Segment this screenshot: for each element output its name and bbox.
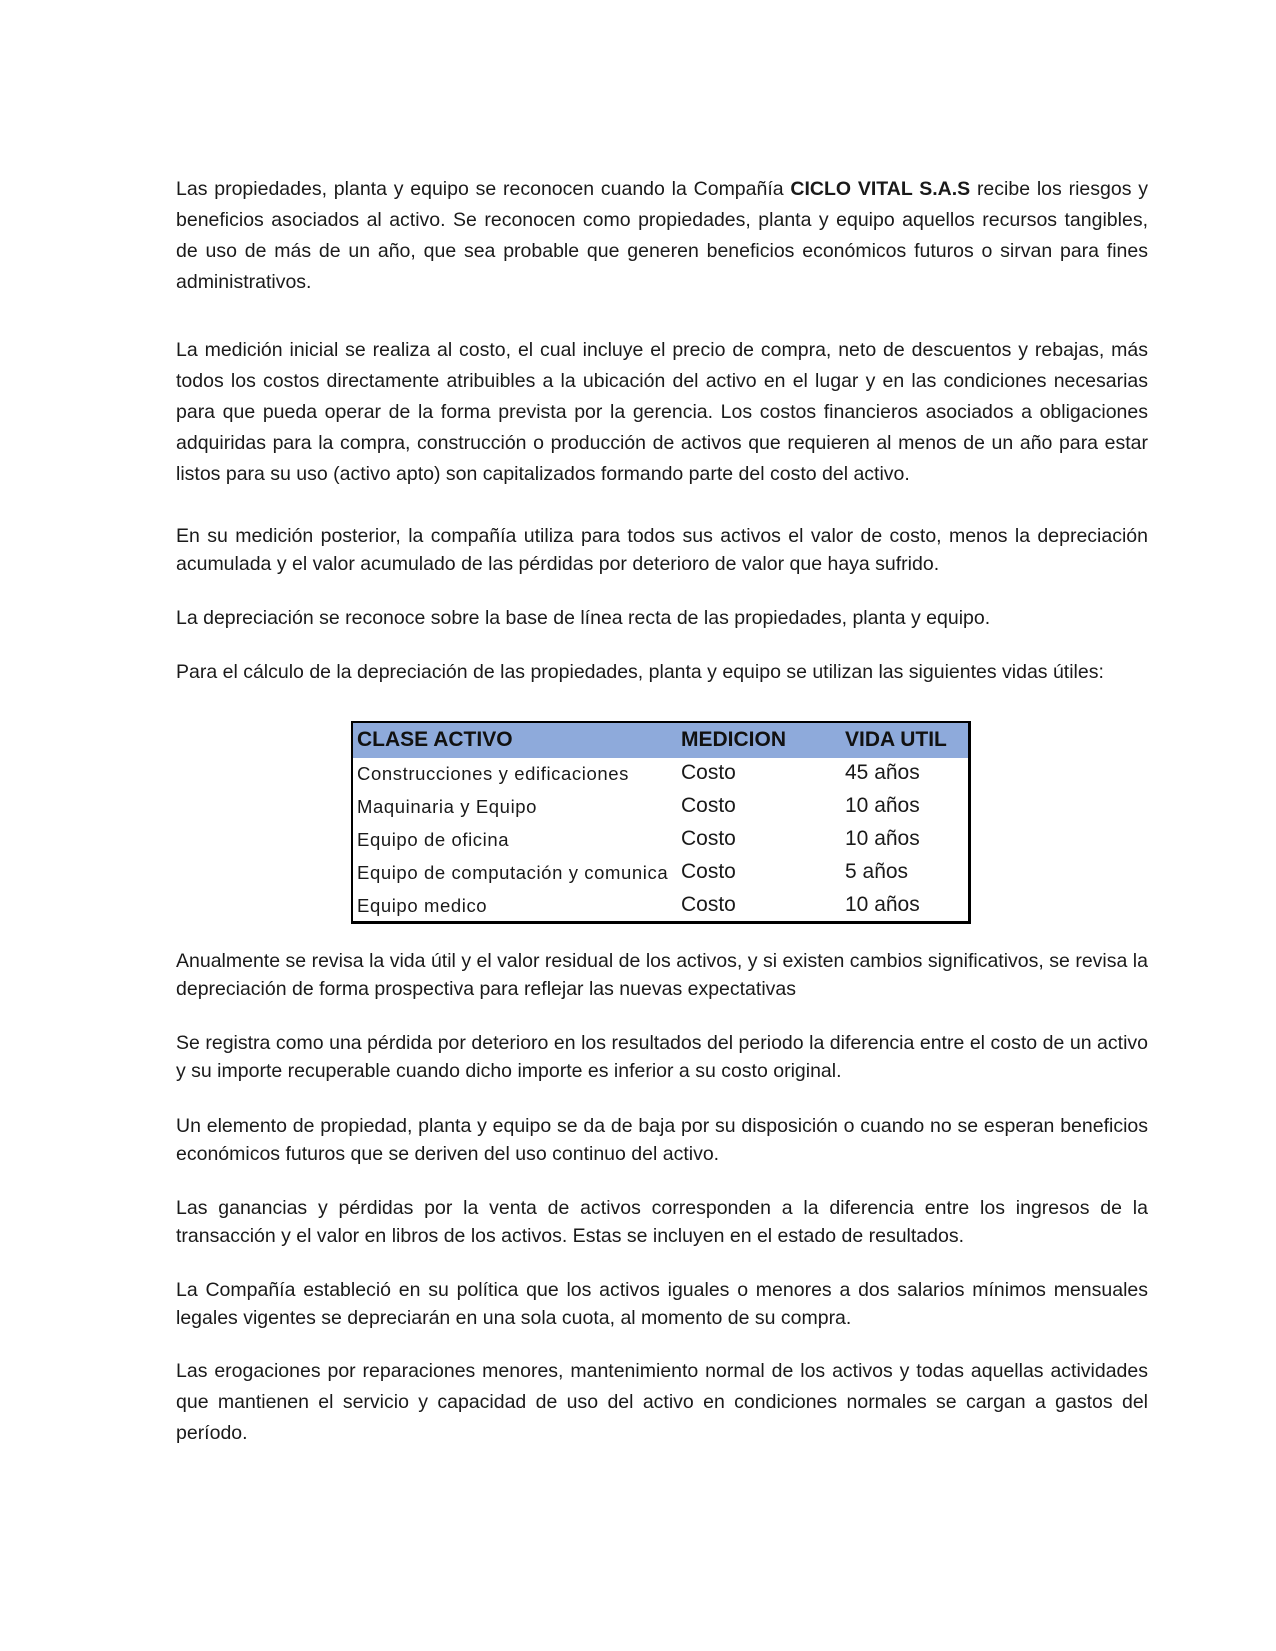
- paragraph-useful-lives-intro: Para el cálculo de la depreciación de las propiedades, planta y equipo se utilizan las siguientes vidas útiles:: [176, 661, 1104, 683]
- paragraph-annual-review: Anualmente se revisa la vida útil y el valor residual de los activos, y si existen cambios significativos, se revisa la depreciación de forma prospectiva para reflejar las nuevas expectativas: [176, 950, 1148, 1000]
- measurement-cell: Costo: [681, 860, 736, 883]
- useful-life-cell: 45 años: [845, 761, 920, 784]
- useful-life-cell: 5 años: [845, 860, 909, 883]
- table-row: [353, 856, 968, 889]
- paragraph-gains-losses: Las ganancias y pérdidas por la venta de activos corresponden a la diferencia entre los ingresos de la transacción y el valor en libros de los activos. Estas se incluyen en el estado de resultados.: [176, 1197, 1148, 1247]
- header-clase-activo: CLASE ACTIVO: [357, 728, 513, 751]
- paragraph-subsequent-measurement: En su medición posterior, la compañía utiliza para todos sus activos el valor de costo, menos la depreciación acumulada y el valor acumulado de las pérdidas por deterioro de valor que haya sufrido.: [176, 525, 1148, 575]
- asset-class-cell: Equipo medico: [357, 895, 488, 916]
- measurement-cell: Costo: [681, 794, 736, 817]
- company-name: CICLO VITAL S.A.S: [790, 178, 971, 200]
- paragraph-depreciation-method: La depreciación se reconoce sobre la base de línea recta de las propiedades, planta y equipo.: [176, 607, 991, 629]
- table-row: [353, 790, 968, 823]
- useful-lives-table: [351, 721, 971, 924]
- useful-life-cell: 10 años: [845, 794, 920, 817]
- paragraph-policy-threshold: La Compañía estableció en su política que los activos iguales o menores a dos salarios mínimos mensuales legales vigentes se depreciarán en una sola cuota, al momento de su compra.: [176, 1279, 1148, 1329]
- asset-class-cell: Construcciones y edificaciones: [357, 763, 629, 784]
- useful-life-cell: 10 años: [845, 893, 920, 916]
- paragraph-impairment: Se registra como una pérdida por deterioro en los resultados del periodo la diferencia entre el costo de un activo y su importe recuperable cuando dicho importe es inferior a su costo original.: [176, 1032, 1148, 1082]
- header-vida-util: VIDA UTIL: [845, 728, 947, 751]
- asset-class-cell: Equipo de oficina: [357, 829, 510, 850]
- table-header-row: [353, 723, 968, 758]
- table-row: [353, 889, 968, 922]
- paragraph-initial-measurement: La medición inicial se realiza al costo, el cual incluye el precio de compra, neto de descuentos y rebajas, más todos los costos directamente atribuibles a la ubicación del activo en el lugar y en las condiciones necesarias para que pueda operar de la forma prevista por la gerencia. Los costos financieros asociados a obligaciones adquiridas para la compra, construcción o producción de activos que requieren al menos de un año para estar listos para su uso (activo apto) son capitalizados formando parte del costo del activo.: [176, 339, 1148, 485]
- paragraph-repairs: Las erogaciones por reparaciones menores, mantenimiento normal de los activos y todas aquellas actividades que mantienen el servicio y capacidad de uso del activo en condiciones normales se cargan a gastos del período.: [176, 1360, 1148, 1444]
- measurement-cell: Costo: [681, 761, 736, 784]
- paragraph-derecognition: Un elemento de propiedad, planta y equipo se da de baja por su disposición o cuando no se esperan beneficios económicos futuros que se deriven del uso continuo del activo.: [176, 1115, 1148, 1165]
- header-medicion: MEDICION: [681, 728, 786, 751]
- measurement-cell: Costo: [681, 893, 736, 916]
- useful-life-cell: 10 años: [845, 827, 920, 850]
- asset-class-cell: Maquinaria y Equipo: [357, 796, 538, 817]
- table-row: [353, 757, 968, 790]
- measurement-cell: Costo: [681, 827, 736, 850]
- table-row: [353, 823, 968, 856]
- asset-class-cell: Equipo de computación y comunica: [357, 862, 669, 883]
- paragraph-recognition: Las propiedades, planta y equipo se reconocen cuando la Compañía CICLO VITAL S.A.S recibe los riesgos y beneficios asociados al activo. Se reconocen como propiedades, planta y equipo aquellos recursos tangibles, de uso de más de un año, que sea probable que generen beneficios económicos futuros o sirvan para fines administrativos.: [176, 178, 1148, 293]
